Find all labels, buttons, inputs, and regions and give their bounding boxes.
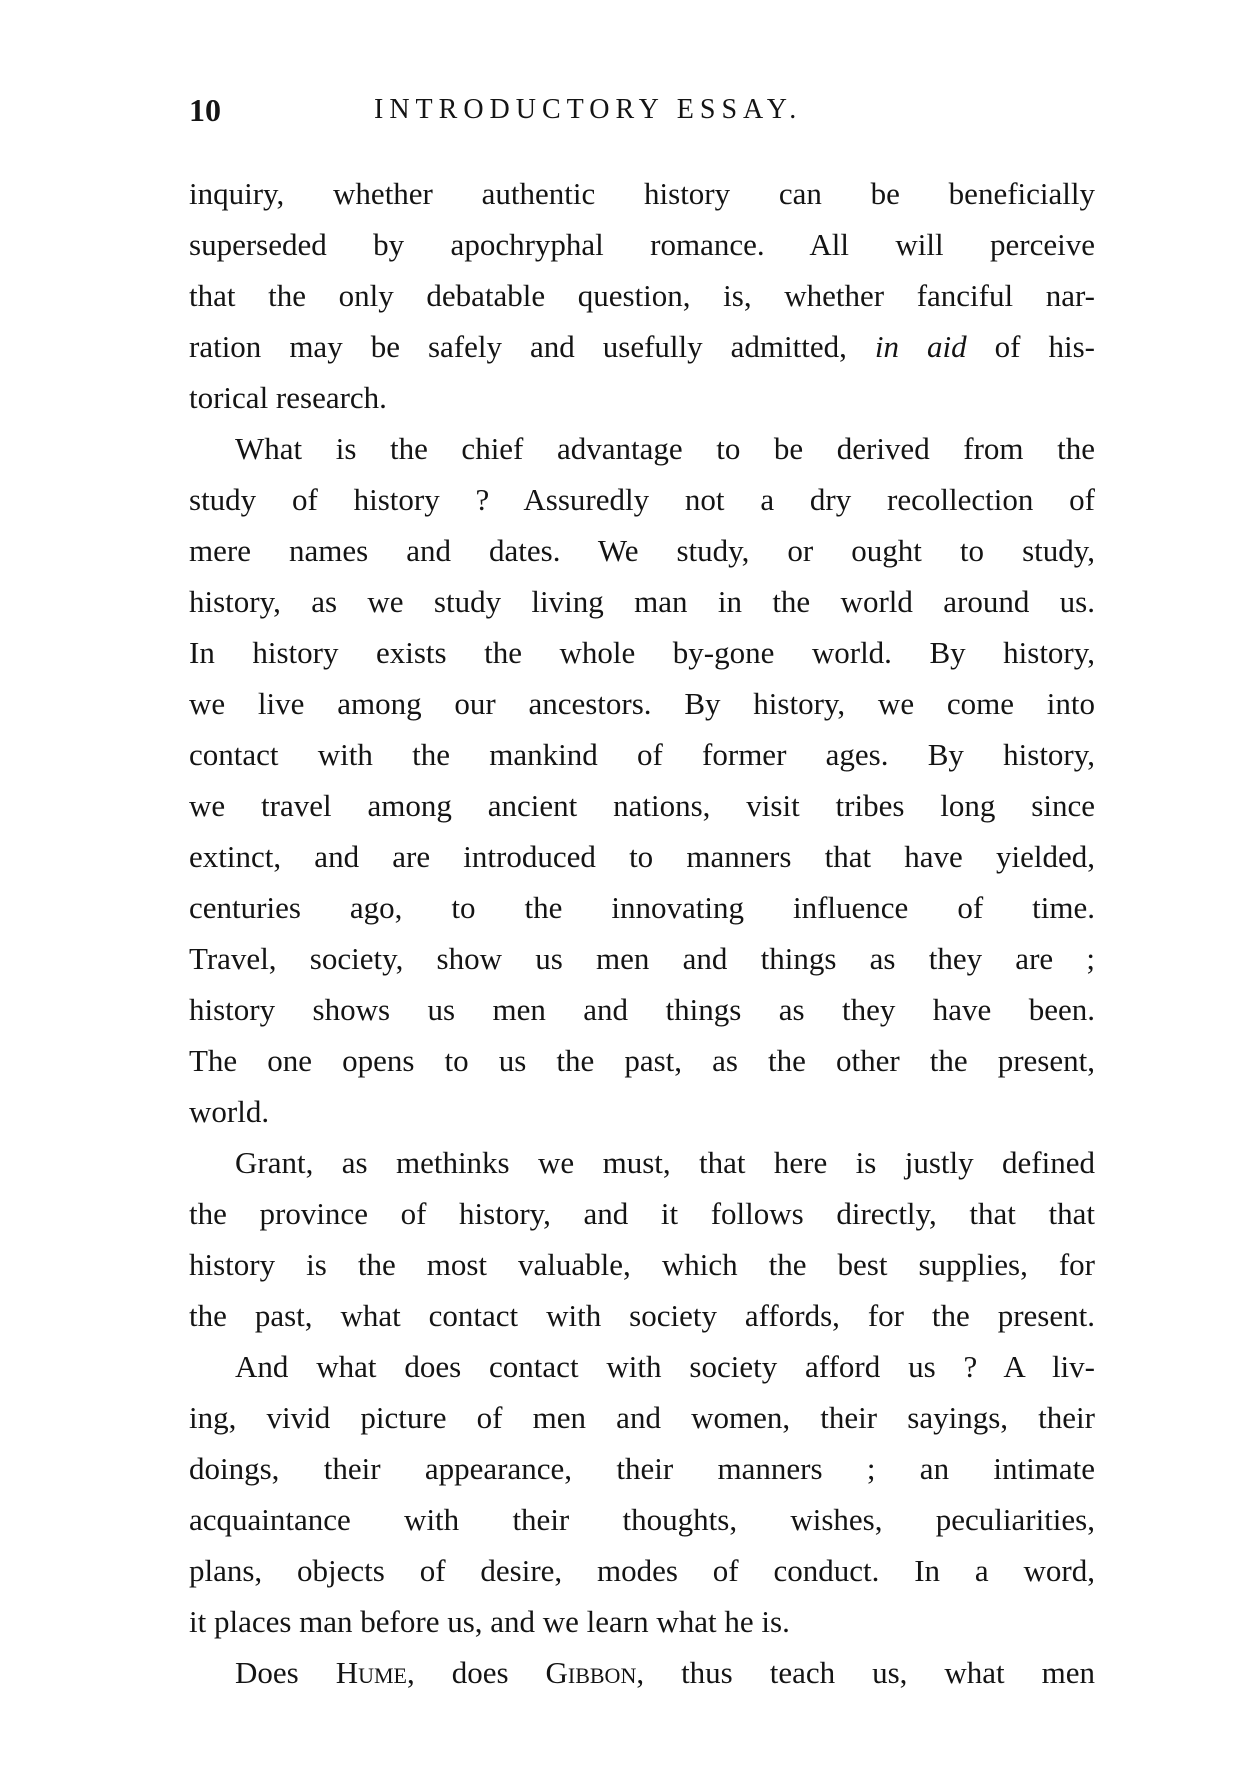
paragraph: [189, 1647, 1095, 1698]
text-line: [189, 1341, 1095, 1392]
text-segment: The one opens to us the past, as the other the present,: [189, 1043, 1095, 1078]
text-segment: it places man before us, and we learn what he is.: [189, 1604, 790, 1639]
text-line: [189, 1494, 1095, 1545]
text-segment: centuries ago, to the innovating influence of time.: [189, 890, 1095, 925]
text-line: [189, 678, 1095, 729]
text-segment: the past, what contact with society affords, for the present.: [189, 1298, 1095, 1333]
text-segment: , does: [406, 1655, 546, 1690]
text-segment: ing, vivid picture of men and women, their sayings, their: [189, 1400, 1095, 1435]
text-segment: we travel among ancient nations, visit tribes long since: [189, 788, 1095, 823]
paragraph: [189, 1137, 1095, 1341]
text-segment: plans, objects of desire, modes of conduct. In a word,: [189, 1553, 1095, 1588]
text-segment: inquiry, whether authentic history can be beneficially: [189, 176, 1095, 211]
paragraph: [189, 1341, 1095, 1647]
text-line: [189, 984, 1095, 1035]
small-caps-name: Gibbon: [545, 1655, 637, 1690]
text-segment: history is the most valuable, which the best supplies, for: [189, 1247, 1095, 1282]
text-line: [189, 882, 1095, 933]
text-segment: world.: [189, 1094, 270, 1129]
text-segment: Travel, society, show us men and things as they are ;: [189, 941, 1095, 976]
text-line: [189, 423, 1095, 474]
text-line: [189, 1545, 1095, 1596]
text-line: [189, 219, 1095, 270]
text-segment: torical research.: [189, 380, 387, 415]
text-segment: ration may be safely and usefully admitted,: [189, 329, 875, 364]
text-line: [189, 933, 1095, 984]
text-segment: we live among our ancestors. By history, we come into: [189, 686, 1095, 721]
text-line: [189, 1290, 1095, 1341]
italic-text: in aid: [874, 329, 967, 364]
text-segment: acquaintance with their thoughts, wishes, peculiarities,: [189, 1502, 1095, 1537]
text-line: [189, 1443, 1095, 1494]
text-line: [189, 1239, 1095, 1290]
text-segment: doings, their appearance, their manners ; an intimate: [189, 1451, 1095, 1486]
text-segment: Does: [235, 1655, 336, 1690]
text-segment: that the only debatable question, is, whether fanciful nar-: [189, 278, 1095, 313]
text-segment: Grant, as methinks we must, that here is justly defined: [235, 1145, 1095, 1180]
page-number: 10: [189, 92, 221, 128]
text-segment: What is the chief advantage to be derived from the: [235, 431, 1095, 466]
text-line: [189, 1137, 1095, 1188]
body-text: [189, 168, 1095, 1698]
text-line: [189, 780, 1095, 831]
text-segment: , thus teach us, what men: [636, 1655, 1095, 1690]
text-line: [189, 1596, 1095, 1647]
text-line: [189, 1035, 1095, 1086]
text-line: [189, 321, 1095, 372]
small-caps-name: Hume: [335, 1655, 407, 1690]
text-line: [189, 1647, 1095, 1698]
text-line: [189, 1392, 1095, 1443]
text-line: [189, 1188, 1095, 1239]
text-line: [189, 831, 1095, 882]
text-line: [189, 474, 1095, 525]
page-header: [189, 92, 1095, 132]
text-line: [189, 729, 1095, 780]
text-line: [189, 270, 1095, 321]
text-line: [189, 372, 1095, 423]
paragraph: [189, 168, 1095, 423]
text-line: [189, 525, 1095, 576]
text-segment: mere names and dates. We study, or ought to study,: [189, 533, 1095, 568]
text-segment: history, as we study living man in the world around us.: [189, 584, 1095, 619]
text-line: [189, 576, 1095, 627]
text-segment: And what does contact with society afford us ? A liv-: [235, 1349, 1095, 1384]
running-head: INTRODUCTORY ESSAY.: [374, 94, 803, 125]
text-segment: of his-: [966, 329, 1096, 364]
paragraph: [189, 423, 1095, 1137]
text-line: [189, 627, 1095, 678]
text-line: [189, 1086, 1095, 1137]
text-segment: the province of history, and it follows directly, that that: [189, 1196, 1095, 1231]
text-segment: study of history ? Assuredly not a dry recollection of: [189, 482, 1095, 517]
text-segment: superseded by apochryphal romance. All will perceive: [189, 227, 1095, 262]
text-segment: extinct, and are introduced to manners that have yielded,: [189, 839, 1095, 874]
text-segment: history shows us men and things as they have been.: [189, 992, 1095, 1027]
text-line: [189, 168, 1095, 219]
text-segment: In history exists the whole by-gone world. By history,: [189, 635, 1095, 670]
text-segment: contact with the mankind of former ages. By history,: [189, 737, 1095, 772]
